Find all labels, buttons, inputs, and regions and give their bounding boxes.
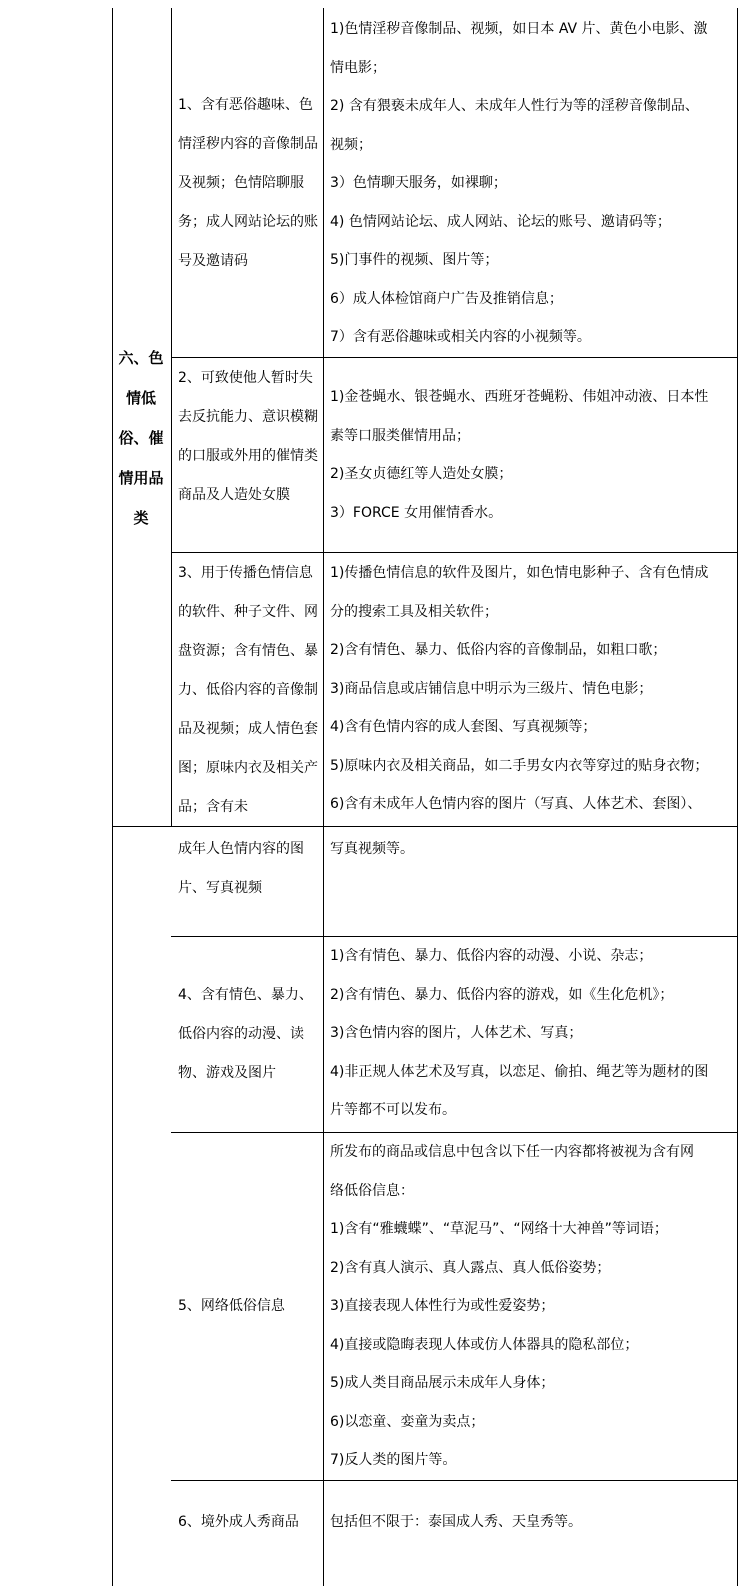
- desc-line: 2)圣女贞德红等人造处女膜；: [330, 466, 513, 482]
- desc-line: 分的搜索工具及相关软件；: [330, 603, 498, 620]
- desc-line: 1)含有情色、暴力、低俗内容的动漫、小说、杂志；: [330, 948, 653, 964]
- subcategory-4: 4、含有情色、暴力、低俗内容的动漫、读物、游戏及图片: [178, 987, 313, 1081]
- category-column-divider: [171, 8, 172, 826]
- description-3: [330, 554, 736, 824]
- desc-line: 片等都不可以发布。: [330, 1102, 456, 1118]
- desc-line: 3）FORCE 女用催情香水。: [330, 504, 503, 521]
- desc-line: 包括但不限于：泰国成人秀、天皇秀等。: [330, 1514, 582, 1530]
- subcategory-3-continued: 成年人色情内容的图片、写真视频: [178, 841, 304, 896]
- desc-line: 7）含有恶俗趣味或相关内容的小视频等。: [330, 329, 591, 345]
- subcategory-5: 5、网络低俗信息: [178, 1298, 285, 1314]
- desc-line: 5)原味内衣及相关商品，如二手男女内衣等穿过的贴身衣物；: [330, 757, 709, 774]
- desc-line: 1)含有“雅蠛蝶”、“草泥马”、“网络十大神兽”等词语；: [330, 1221, 668, 1237]
- desc-line: 2)含有情色、暴力、低俗内容的游戏，如《生化危机》；: [330, 986, 674, 1003]
- desc-line: 2)含有真人演示、真人露点、真人低俗姿势；: [330, 1259, 611, 1276]
- description-3-continued: [330, 830, 736, 869]
- desc-line: 3)含色情内容的图片，人体艺术、写真；: [330, 1025, 583, 1041]
- desc-line: 5)门事件的视频、图片等；: [330, 252, 499, 268]
- desc-line: 1)传播色情信息的软件及图片，如色情电影种子、含有色情成: [330, 565, 709, 581]
- desc-line: 3)商品信息或店铺信息中明示为三级片、情色电影；: [330, 680, 653, 697]
- desc-line: 6)含有未成年人色情内容的图片（写真、人体艺术、套图）、: [330, 796, 702, 812]
- desc-line: 4) 色情网站论坛、成人网站、论坛的账号、邀请码等；: [330, 213, 671, 230]
- description-6: [330, 1503, 736, 1542]
- category-line: 类: [133, 509, 149, 527]
- desc-line: 4)直接或隐晦表现人体或仿人体器具的隐私部位；: [330, 1336, 639, 1353]
- desc-line: 3）色情聊天服务，如裸聊；: [330, 175, 507, 191]
- desc-line: 2)含有情色、暴力、低俗内容的音像制品，如粗口歌；: [330, 642, 667, 658]
- description-2: [330, 378, 736, 532]
- desc-line: 视频；: [330, 136, 372, 153]
- description-4: [330, 937, 736, 1130]
- desc-line: 3)直接表现人体性行为或性爱姿势；: [330, 1298, 555, 1314]
- desc-line: 7)反人类的图片等。: [330, 1452, 457, 1468]
- row-divider: [171, 1480, 738, 1481]
- table-border-left: [112, 8, 113, 1586]
- description-1: [330, 10, 736, 357]
- desc-line: 1)色情淫秽音像制品、视频，如日本 AV 片、黄色小电影、激: [330, 21, 708, 37]
- desc-line: 6）成人体检馆商户广告及推销信息；: [330, 290, 563, 307]
- row-divider: [171, 552, 738, 553]
- subcategory-2: 2、可致使他人暂时失去反抗能力、意识模糊的口服或外用的催情类商品及人造处女膜: [178, 370, 318, 503]
- desc-line: 情电影；: [330, 59, 386, 76]
- row-divider: [171, 357, 738, 358]
- desc-line: 4)含有色情内容的成人套图、写真视频等；: [330, 719, 597, 735]
- subcategory-6: 6、境外成人秀商品: [178, 1514, 299, 1530]
- desc-line: 5)成人类目商品展示未成年人身体；: [330, 1375, 555, 1391]
- category-line: 情用品: [118, 469, 164, 487]
- desc-line: 络低俗信息：: [330, 1182, 414, 1199]
- subcategory-3: 3、用于传播色情信息的软件、种子文件、网盘资源；含有情色、暴力、低俗内容的音像制品及视频；成人情色套图；原味内衣及相关产品；含有未: [178, 565, 318, 815]
- table-border-right: [737, 8, 738, 1586]
- category-line: 俗、催: [118, 429, 164, 447]
- desc-line: 写真视频等。: [330, 841, 414, 857]
- desc-line: 4)非正规人体艺术及写真，以恋足、偷拍、绳艺等为题材的图: [330, 1063, 709, 1080]
- category-label: [112, 338, 170, 538]
- desc-line: 所发布的商品或信息中包含以下任一内容都将被视为含有网: [330, 1144, 694, 1160]
- desc-line: 6)以恋童、娈童为卖点；: [330, 1413, 485, 1430]
- subcategory-1: 1、含有恶俗趣味、色情淫秽内容的音像制品及视频；色情陪聊服务；成人网站论坛的账号及邀请码: [178, 97, 318, 269]
- desc-line: 1)金苍蝇水、银苍蝇水、西班牙苍蝇粉、伟姐冲动液、日本性: [330, 389, 709, 405]
- subcategory-column-divider: [323, 8, 324, 1586]
- category-line: 六、色: [118, 349, 164, 367]
- desc-line: 素等口服类催情用品；: [330, 427, 470, 444]
- category-line: 情低: [125, 389, 156, 407]
- description-5: [330, 1133, 736, 1480]
- desc-line: 2) 含有猥亵未成年人、未成年人性行为等的淫秽音像制品、: [330, 98, 699, 114]
